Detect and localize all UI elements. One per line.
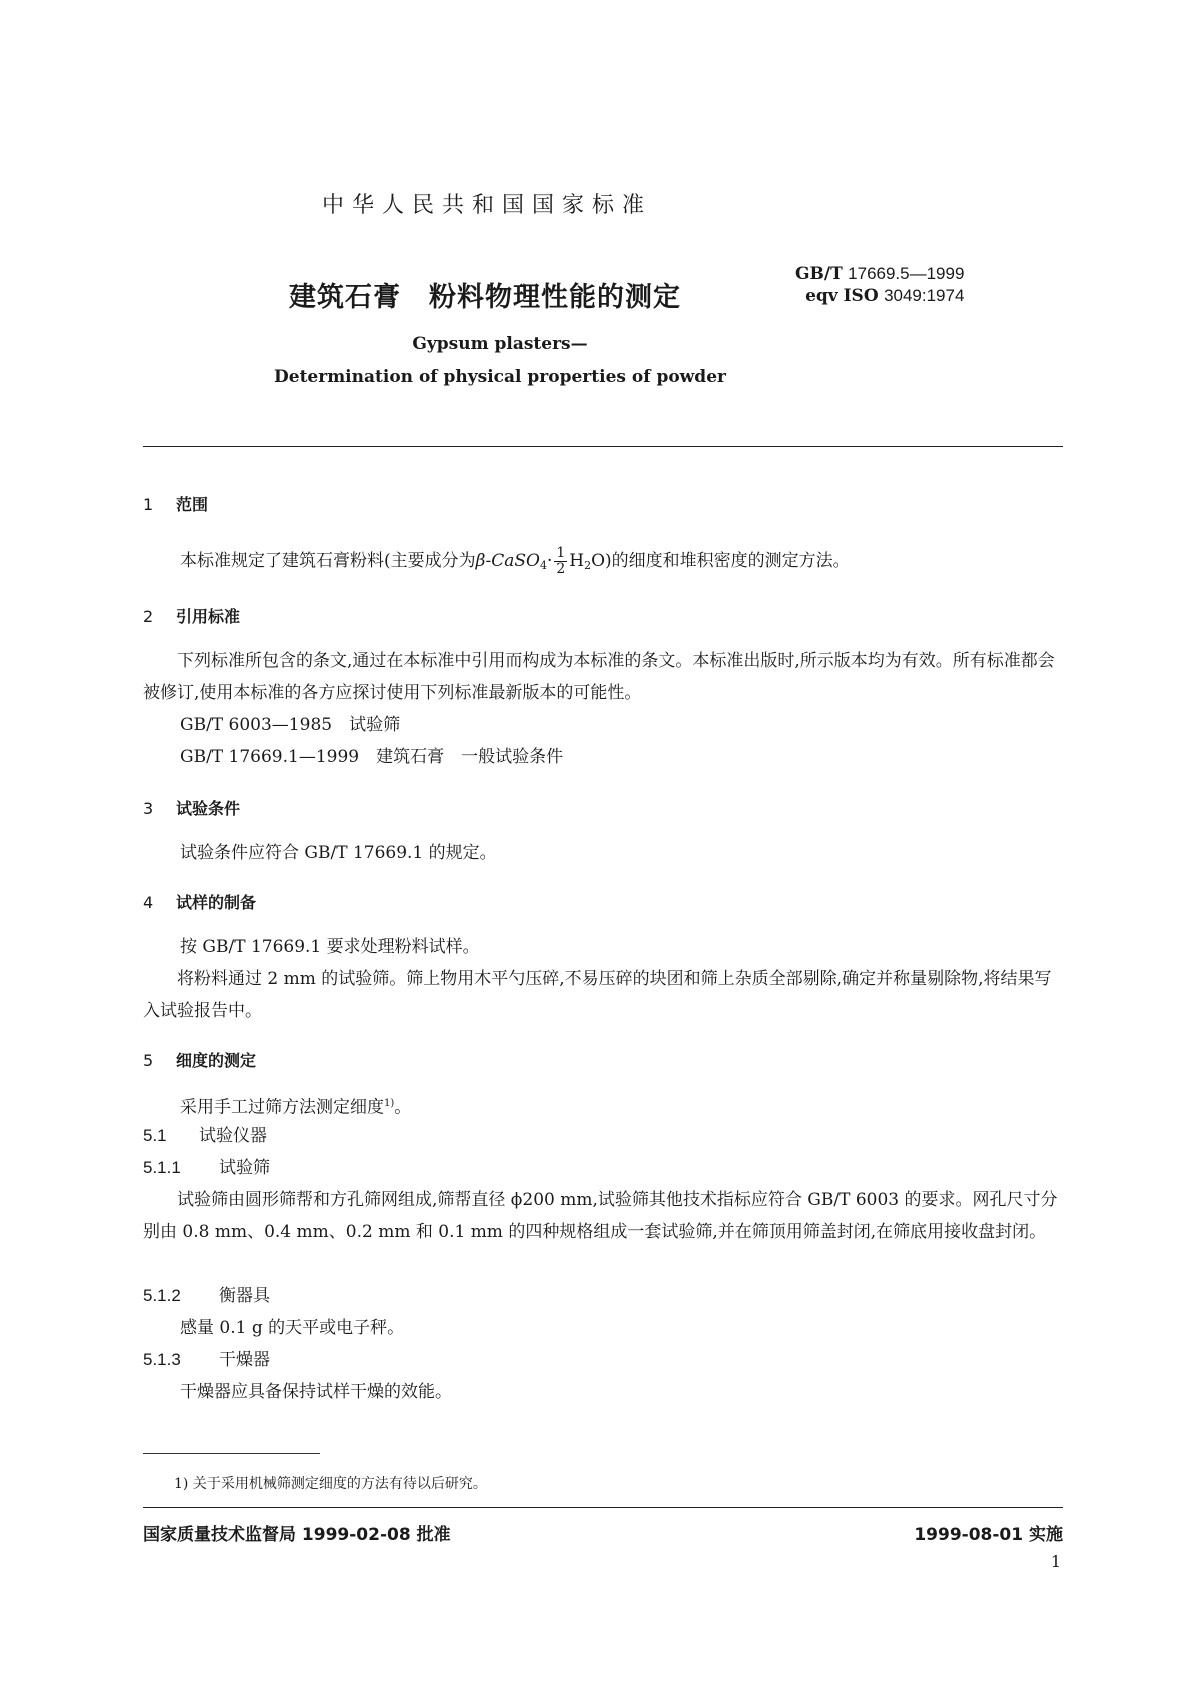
section-1-heading: 1 范围 xyxy=(143,495,209,514)
reference-gb-t-6003: GB/T 6003—1985 试验筛 xyxy=(180,715,401,735)
subsection-5-1-3-paragraph: 干燥器应具备保持试样干燥的效能。 xyxy=(180,1382,452,1402)
subsection-5-1-1-heading: 5.1.1 试验筛 xyxy=(143,1158,270,1178)
standard-number: GB/T 17669.5—1999 xyxy=(795,264,965,284)
reference-gb-t-17669-1: GB/T 17669.1—1999 建筑石膏 一般试验条件 xyxy=(180,747,564,767)
section-4-paragraph-1: 按 GB/T 17669.1 要求处理粉料试样。 xyxy=(180,937,480,957)
document-title-en-line2: Determination of physical properties of powder xyxy=(274,367,726,387)
section-2-paragraph: 下列标准所包含的条文,通过在本标准中引用而构成为本标准的条文。本标准出版时,所示版本均为有效。所有标准都会被修订,使用本标准的各方应探讨使用下列标准最新版本的可能性。 xyxy=(143,651,1055,703)
section-5-paragraph: 采用手工过筛方法测定细度$^{1)}$。 xyxy=(180,1097,412,1118)
section-2-heading: 2 引用标准 xyxy=(143,607,241,626)
footnote-ref: 1) xyxy=(384,1098,395,1109)
section-4-heading: 4 试样的制备 xyxy=(143,893,257,912)
footer-divider xyxy=(143,1507,1063,1508)
section-4-paragraph-2: 将粉料通过 2 mm 的试验筛。筛上物用木平勺压碎,不易压碎的块团和筛上杂质全部剔除,确定并称量剔除物,将结果写入试验报告中。 xyxy=(143,969,1052,1021)
section-1-paragraph: 本标准规定了建筑石膏粉料(主要成分为β-CaSO4· $\frac{1}{2}$ H2O)的细度和堆积密度的测定方法。 xyxy=(180,545,850,577)
page-number: 1 xyxy=(1050,1552,1061,1571)
section-3-paragraph: 试验条件应符合 GB/T 17669.1 的规定。 xyxy=(180,843,497,863)
section-3-heading: 3 试验条件 xyxy=(143,799,241,818)
standard-number-block xyxy=(795,263,964,307)
subsection-5-1-2-heading: 5.1.2 衡器具 xyxy=(143,1286,270,1306)
effective-date-line: 1999-08-01 实施 xyxy=(914,1525,1063,1545)
footnote-divider xyxy=(143,1453,320,1454)
header-divider xyxy=(143,446,1063,447)
document-title-cn: 建筑石膏 粉料物理性能的测定 xyxy=(289,282,681,313)
section-5-heading: 5 细度的测定 xyxy=(143,1051,257,1070)
equivalent-standard: eqv ISO 3049:1974 xyxy=(805,286,965,306)
subsection-5-1-2-paragraph: 感量 0.1 g 的天平或电子秤。 xyxy=(180,1318,405,1338)
fraction-one-half: $\frac{1}{2}$ xyxy=(556,545,566,577)
footnote-text: 1) 关于采用机械筛测定细度的方法有待以后研究。 xyxy=(174,1476,487,1492)
national-standard-heading: 中华人民共和国国家标准 xyxy=(322,193,653,218)
approval-line: 国家质量技术监督局 1999-02-08 批准 xyxy=(143,1525,451,1545)
subsection-5-1-3-heading: 5.1.3 干燥器 xyxy=(143,1350,270,1370)
subsection-5-1-heading: 5.1 试验仪器 xyxy=(143,1126,267,1146)
subsection-5-1-1-paragraph: 试验筛由圆形筛帮和方孔筛网组成,筛帮直径 ϕ200 mm,试验筛其他技术指标应符合 GB/T 6003 的要求。网孔尺寸分别由 0.8 mm、0.4 mm、0.2 mm 和 0.1 mm 的四种规格组成一套试验筛,并在筛顶用筛盖封闭,在筛底用接收盘封闭。 xyxy=(143,1190,1058,1242)
document-title-en-line1: Gypsum plasters— xyxy=(412,334,588,354)
